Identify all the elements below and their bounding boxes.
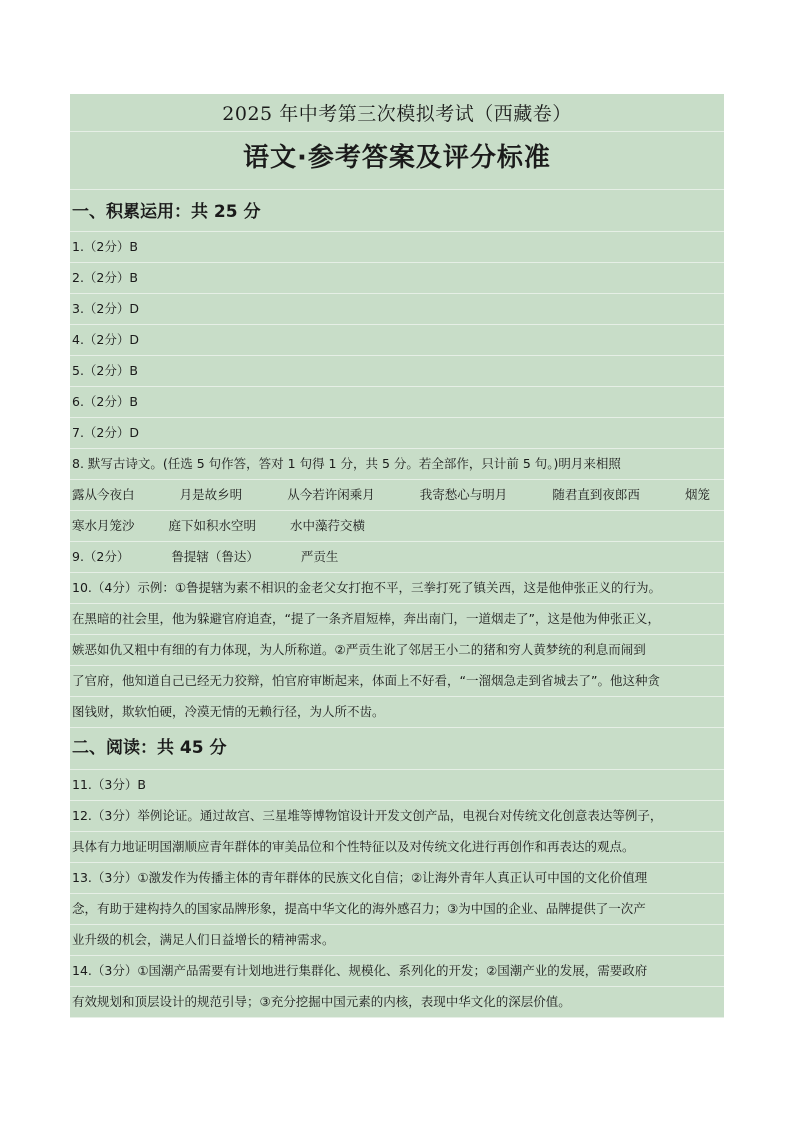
- answer-row-13-line-1: 13.（3分）①激发作为传播主体的青年群体的民族文化自信；②让海外青年人真正认可中国的文化价值理: [70, 863, 724, 894]
- answer-row-12-line-1: 12.（3分）举例论证。通过故宫、三星堆等博物馆设计开发文创产品，电视台对传统文化创意表达等例子，: [70, 801, 724, 832]
- answer-row-10-line-2: 在黑暗的社会里，他为躲避官府追查，“提了一条齐眉短棒，奔出南门，一道烟走了”，这是他为伸张正义，: [70, 604, 724, 635]
- poem-line: 随君直到夜郎西: [552, 487, 640, 502]
- answer-row-3: 3.（2分）D: [70, 294, 724, 325]
- answer-row-6: 6.（2分）B: [70, 387, 724, 418]
- answer-text: 鲁提辖（鲁达）: [171, 549, 259, 564]
- poem-line: 水中藻荇交横: [290, 518, 366, 533]
- poem-line: 寒水月笼沙: [72, 518, 135, 533]
- exam-title: 2025 年中考第三次模拟考试（西藏卷）: [70, 94, 724, 132]
- answer-row-14-line-2: 有效规划和顶层设计的规范引导；③充分挖掘中国元素的内核，表现中华文化的深层价值。: [70, 987, 724, 1018]
- poem-line: 我寄愁心与明月: [419, 487, 508, 502]
- poem-line: 庭下如积水空明: [168, 518, 257, 533]
- page-title: 语文·参考答案及评分标准: [70, 132, 724, 190]
- answer-row-7: 7.（2分）D: [70, 418, 724, 449]
- answer-row-10-line-3: 嫉恶如仇又粗中有细的有力体现，为人所称道。②严贡生讹了邻居王小二的猪和穷人黄梦统的利息而闹到: [70, 635, 724, 666]
- answer-text: 严贡生: [300, 549, 339, 564]
- answer-row-13-line-2: 念，有助于建构持久的国家品牌形象，提高中华文化的海外感召力；③为中国的企业、品牌提供了一次产: [70, 894, 724, 925]
- question-number: 9.（2分）: [72, 549, 130, 564]
- answer-sheet: [70, 94, 724, 1018]
- poem-line: 从今若许闲乘月: [287, 487, 375, 502]
- answer-row-13-line-3: 业升级的机会，满足人们日益增长的精神需求。: [70, 925, 724, 956]
- section-heading-reading: 二、阅读：共 45 分: [70, 728, 724, 770]
- answer-row-14-line-1: 14.（3分）①国潮产品需要有计划地进行集群化、规模化、系列化的开发；②国潮产业的发展，需要政府: [70, 956, 724, 987]
- poem-line: 露从今夜白: [72, 487, 135, 502]
- poem-line: 月是故乡明: [179, 487, 243, 502]
- answer-row-4: 4.（2分）D: [70, 325, 724, 356]
- answer-row-5: 5.（2分）B: [70, 356, 724, 387]
- answer-row-9: [70, 542, 724, 573]
- answer-row-10-line-4: 了官府，他知道自己已经无力狡辩，怕官府审断起来，体面上不好看，“一溜烟急走到省城去了”。他这种贪: [70, 666, 724, 697]
- answer-row-10-line-5: 图钱财，欺软怕硬，冷漠无情的无赖行径，为人所不齿。: [70, 697, 724, 728]
- answer-row-8-intro: 8. 默写古诗文。(任选 5 句作答，答对 1 句得 1 分，共 5 分。若全部作，只计前 5 句。)明月来相照: [70, 449, 724, 480]
- answer-row-11: 11.（3分）B: [70, 770, 724, 801]
- answer-row-8-poems-2: [70, 511, 724, 542]
- answer-row-2: 2.（2分）B: [70, 263, 724, 294]
- poem-line: 烟笼: [684, 487, 710, 502]
- section-heading-accumulation: 一、积累运用：共 25 分: [70, 190, 724, 232]
- answer-row-10-line-1: 10.（4分）示例：①鲁提辖为素不相识的金老父女打抱不平，三拳打死了镇关西，这是他伸张正义的行为。: [70, 573, 724, 604]
- answer-row-8-poems-1: [70, 480, 724, 511]
- answer-row-12-line-2: 具体有力地证明国潮顺应青年群体的审美品位和个性特征以及对传统文化进行再创作和再表达的观点。: [70, 832, 724, 863]
- answer-row-1: 1.（2分）B: [70, 232, 724, 263]
